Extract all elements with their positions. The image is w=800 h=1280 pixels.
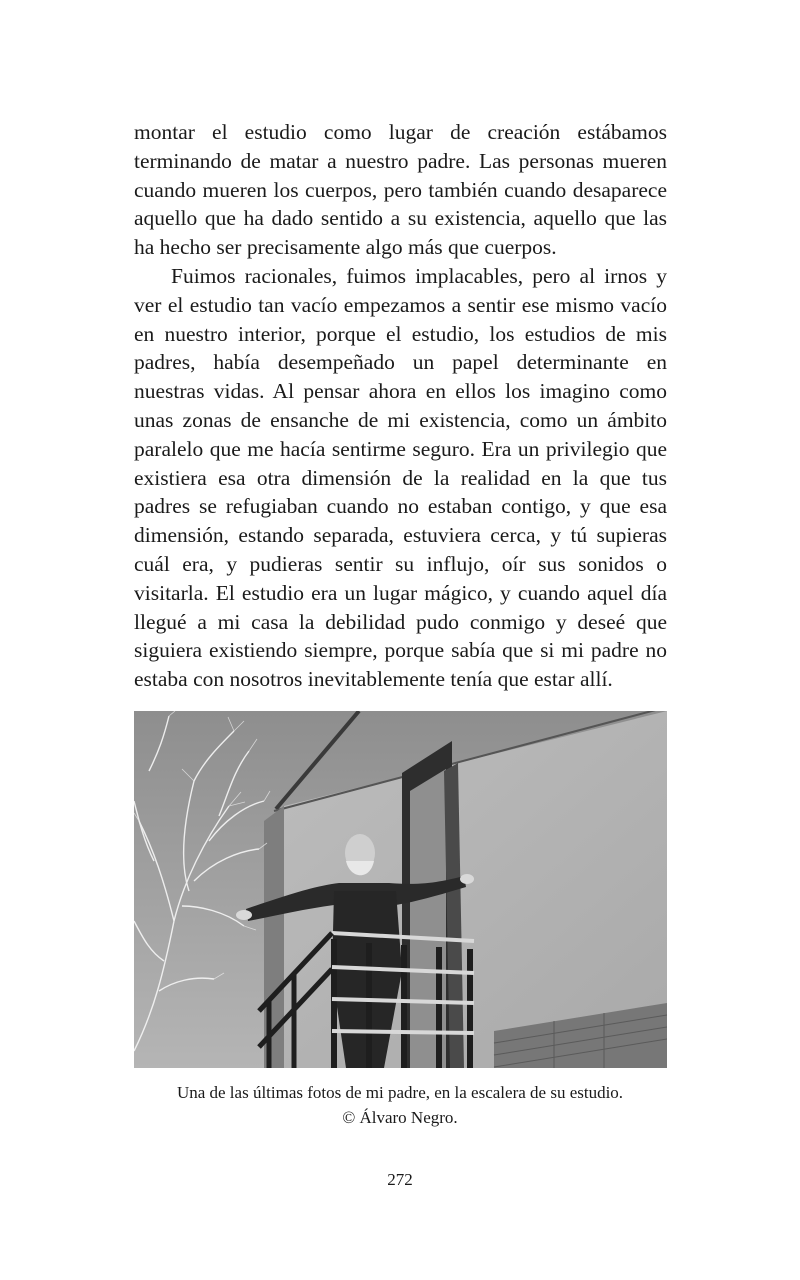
page-number: 272 [387,1170,413,1189]
paragraph-2: Fuimos racionales, fuimos implacables, pero al irnos y ver el estudio tan vacío empezamos a sentir ese mismo vacío en nuestro interior, porque el estudio, los estudios de mis padres, había desempeñado un papel determinante en nuestras vidas. Al pensar ahora en ellos los imagino como unas zonas de ensanche de mi existencia, como un ámbito paralelo que me hacía sentirme seguro. Era un privilegio que existiera esa otra dimensión de la realidad en la que tus padres se refugiaban cuando no estaban contigo, y que esa dimensión, estando separada, estuviera cerca, y tú supieras cuál era, y pudieras sentir su influjo, oír sus sonidos o visitarla. El estudio era un lugar mágico, y cuando aquel día llegué a mi casa la debilidad pudo conmigo y deseé que siguiera existiendo siempre, porque sabía que si mi padre no estaba con nosotros inevitablemente tenía que estar allí. [134,263,667,692]
body-text [134,118,667,694]
caption-credit: © Álvaro Negro. [342,1108,458,1127]
caption-line-1: Una de las últimas fotos de mi padre, en la escalera de su estudio. [176,1083,624,1102]
photo-caption [100,1080,700,1130]
paragraph-1: montar el estudio como lugar de creación estábamos terminando de matar a nuestro padre. Las personas mueren cuando mueren los cuerpos, pero también cuando desaparece aquello que ha dado sentido a su existencia, aquello que las ha hecho ser precisamente algo más que cuerpos. [134,120,667,260]
photo-man-on-balcony [134,711,667,1068]
